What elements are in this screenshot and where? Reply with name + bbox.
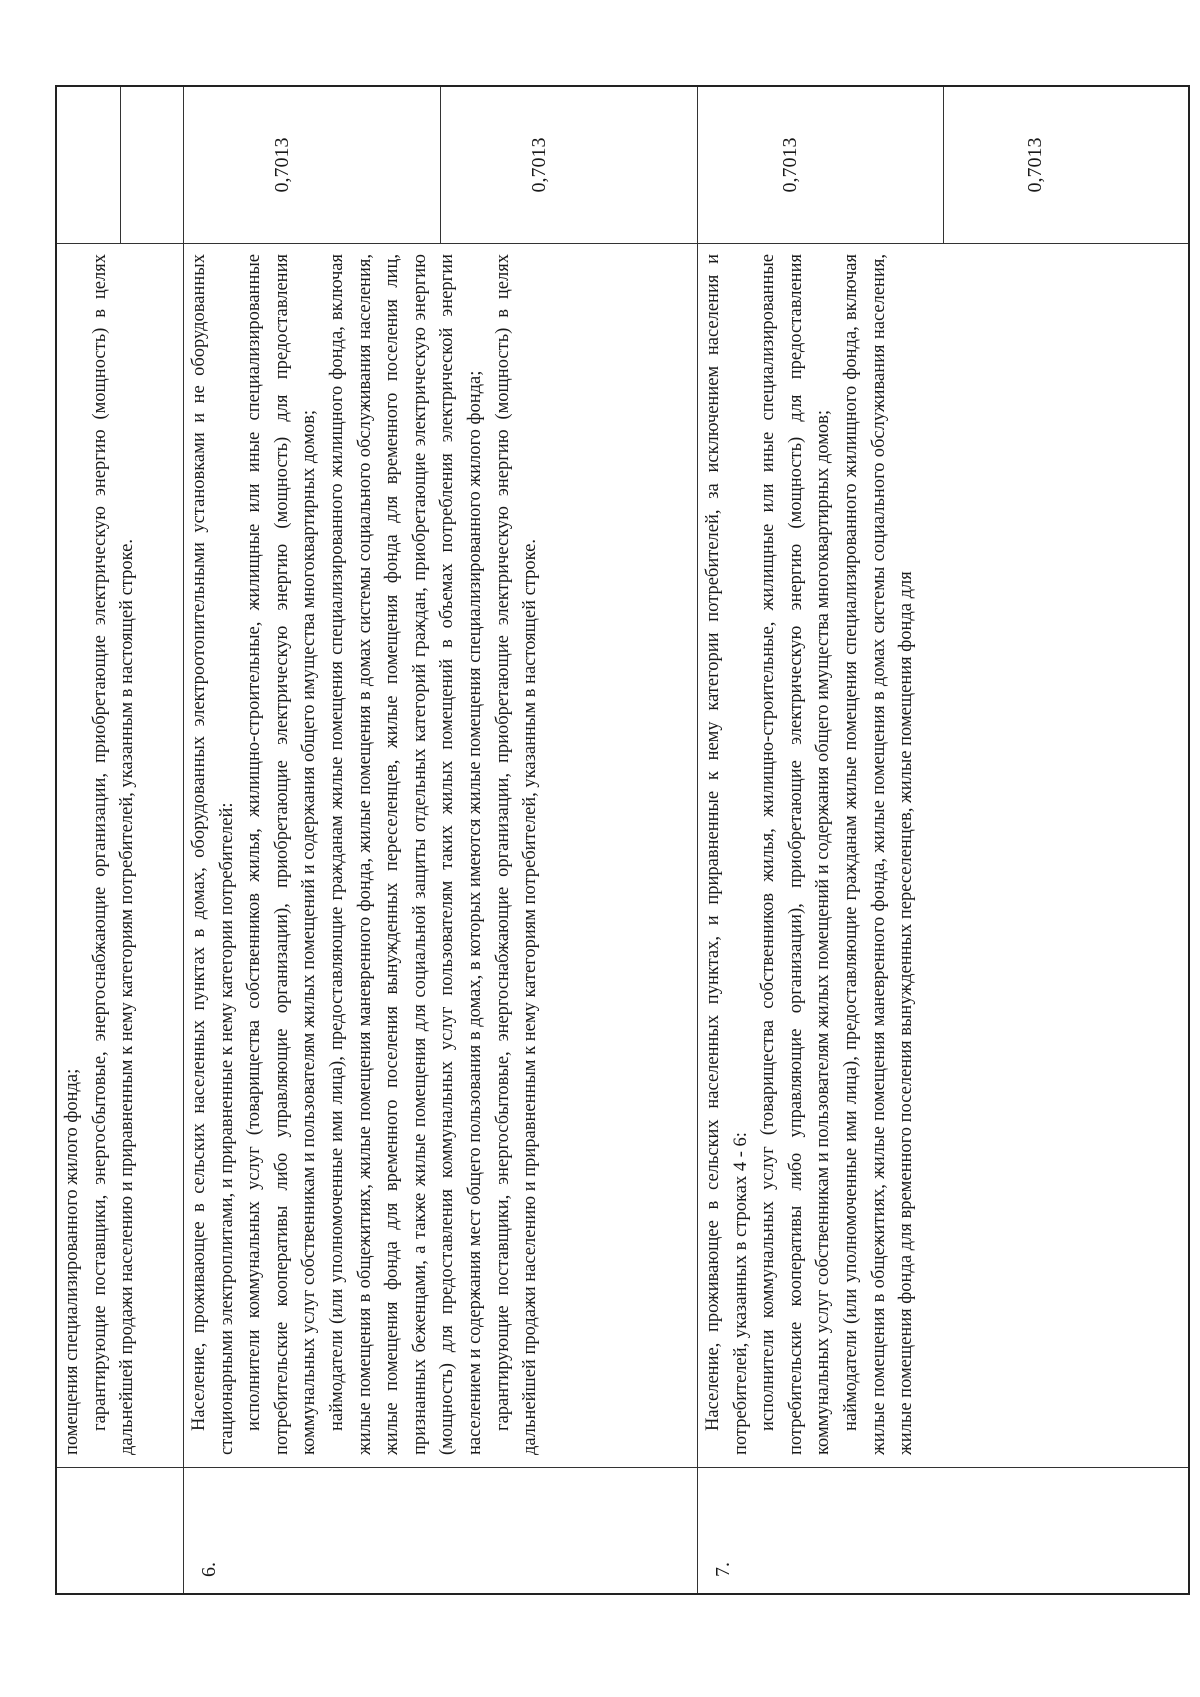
- value-cell-2: [943, 87, 1189, 243]
- row-values: [698, 87, 1188, 243]
- paragraph: наймодатели (или уполномоченные ими лица), предоставляющие гражданам жилые помещения специализированного жилищного фонда, включая жилые помещения в общежитиях, жилые помещения маневренного фонда, жилые помещения в домах системы социального обслуживания населения, жилые помещения фонда для временного поселения вынужденных переселенцев, жилые помещения фонда для: [840, 254, 917, 1455]
- value-cell-1: [57, 87, 120, 243]
- paragraph: исполнители коммунальных услуг (товарищества собственников жилья, жилищно-строительные, жилищные или иные специализированные потребительские кооперативы либо управляющие организации), приобретающие электрическую энергию (мощность) для предоставления коммунальных услуг собственникам и пользователям жилых помещений и содержания общего имущества многоквартирных домов;: [758, 254, 834, 1455]
- value-cell-1: [184, 87, 440, 243]
- row-number: 6.: [184, 1467, 698, 1593]
- paragraph: Население, проживающее в сельских населенных пунктах в домах, оборудованных электроотопительными установками и не оборудованных стационарными электроплитами, и приравненные к нему категории потребителей:: [189, 254, 237, 1455]
- value-1: 0,7013: [778, 137, 801, 193]
- row-number: [57, 1467, 184, 1593]
- value-cell-1: [698, 87, 943, 243]
- row-values: [184, 87, 698, 243]
- row-description: [57, 243, 184, 1467]
- value-2: 0,7013: [527, 137, 550, 193]
- tariff-table: [55, 85, 1190, 1595]
- value-1: 0,7013: [270, 137, 293, 193]
- row-description: [184, 243, 698, 1467]
- value-2: 0,7013: [1024, 137, 1047, 193]
- paragraph: исполнители коммунальных услуг (товарищества собственников жилья, жилищно-строительные, жилищные или иные специализированные потребительские кооперативы либо управляющие организации), приобретающие электрическую энергию (мощность) для предоставления коммунальных услуг собственникам и пользователям жилых помещений и содержания общего имущества многоквартирных домов;: [244, 254, 320, 1455]
- value-cell-2: [440, 87, 697, 243]
- row-number: 7.: [698, 1467, 1188, 1593]
- paragraph: гарантирующие поставщики, энергосбытовые, энергоснабжающие организации, приобретающие электрическую энергию (мощность) в целях дальнейшей продажи населению и приравненным к нему категориям потребителей, указанным в настоящей строке.: [89, 254, 138, 1455]
- value-cell-2: [120, 87, 184, 243]
- paragraph: помещения специализированного жилого фонда;: [62, 1068, 82, 1455]
- paragraph: гарантирующие поставщики, энергосбытовые, энергоснабжающие организации, приобретающие электрическую энергию (мощность) в целях дальнейшей продажи населению и приравненным к нему категориям потребителей, указанным в настоящей строке.: [492, 254, 541, 1455]
- paragraph: Население, проживающее в сельских населенных пунктах, и приравненные к нему категории потребителей, за исключением населения и потребителей, указанных в строках 4 - 6:: [703, 254, 751, 1455]
- row-description: [698, 243, 1188, 1467]
- row-values: [57, 87, 184, 243]
- paragraph: наймодатели (или уполномоченные ими лица), предоставляющие гражданам жилые помещения специализированного жилищного фонда, включая жилые помещения в общежитиях, жилые помещения маневренного фонда, жилые помещения в домах системы социального обслуживания населения, жилые помещения фонда для временного поселения вынужденных переселенцев, жилые помещения фонда для временного поселения лиц, признанных беженцами, а также жилые помещения для социальной защиты отдельных категорий граждан, приобретающие электрическую энергию (мощность) для предоставления коммунальных услуг пользователям таких жилых помещений в объемах потребления электрической энергии населением и содержания мест общего пользования в домах, в которых имеются жилые помещения специализированного жилого фонда;: [326, 254, 485, 1455]
